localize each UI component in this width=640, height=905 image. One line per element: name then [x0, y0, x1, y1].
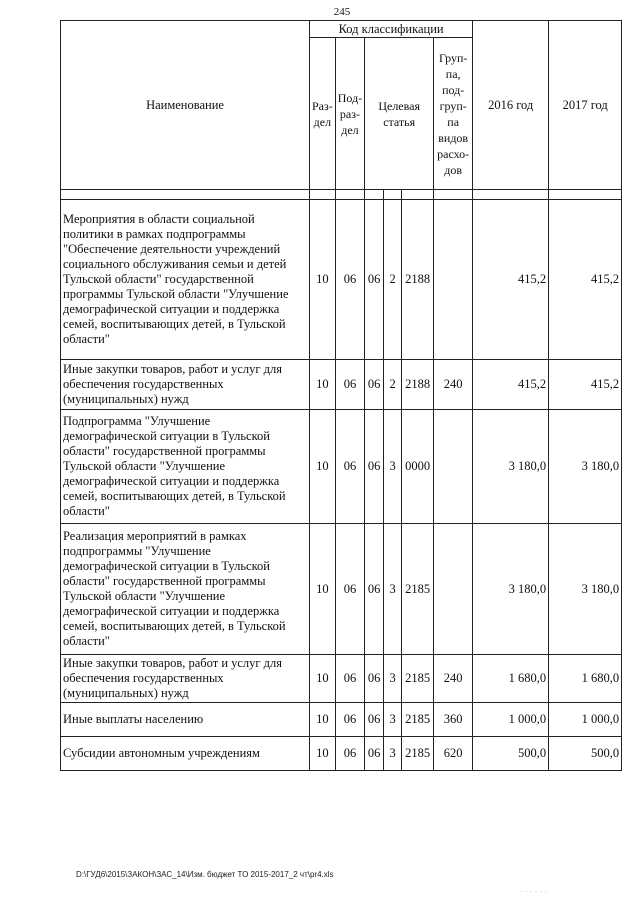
- row-subsection: 06: [335, 655, 364, 703]
- row-section: 10: [310, 737, 336, 771]
- row-section: 10: [310, 360, 336, 410]
- row-2016: 1 680,0: [473, 655, 549, 703]
- row-target-1: 06: [365, 200, 384, 360]
- row-name: Субсидии автономным учреждениям: [61, 737, 310, 771]
- table-row: [61, 410, 622, 524]
- row-target-3: 2185: [402, 524, 434, 655]
- row-target-3: 0000: [402, 410, 434, 524]
- header-subsection: Под- раз- дел: [335, 38, 364, 190]
- row-target-1: 06: [365, 410, 384, 524]
- row-2016: 3 180,0: [473, 524, 549, 655]
- table-row: [61, 655, 622, 703]
- row-section: 10: [310, 655, 336, 703]
- row-group: 360: [434, 703, 473, 737]
- row-name: Реализация мероприятий в рамках подпрограммы "Улучшение демографической ситуации в Тульской области" государственной программы Тульской области "Улучшение демографической ситуации и поддержка семей, воспитывающих детей, в Тульской области": [61, 524, 310, 655]
- table-row: [61, 703, 622, 737]
- row-name: Подпрограмма "Улучшение демографической ситуации в Тульской области" государственной программы Тульской области "Улучшение демографической ситуации и поддержка семей, воспитывающих детей, в Тульской области": [61, 410, 310, 524]
- row-2016: 3 180,0: [473, 410, 549, 524]
- table-row: [61, 200, 622, 360]
- table-row: [61, 737, 622, 771]
- row-group: [434, 200, 473, 360]
- header-name: Наименование: [61, 21, 310, 190]
- row-name: Иные закупки товаров, работ и услуг для обеспечения государственных (муниципальных) нужд: [61, 655, 310, 703]
- row-2016: 500,0: [473, 737, 549, 771]
- row-name: Иные выплаты населению: [61, 703, 310, 737]
- row-subsection: 06: [335, 524, 364, 655]
- file-path-footer: D:\ГУД6\2015\ЗАКОН\ЗАС_14\Изм. бюджет ТО 2015-2017_2 чт\pr4.xls: [76, 870, 334, 879]
- row-subsection: 06: [335, 200, 364, 360]
- row-subsection: 06: [335, 410, 364, 524]
- row-target-2: 2: [384, 360, 402, 410]
- row-2017: 500,0: [549, 737, 622, 771]
- row-2016: 415,2: [473, 360, 549, 410]
- row-section: 10: [310, 524, 336, 655]
- row-group: 240: [434, 655, 473, 703]
- row-group: 240: [434, 360, 473, 410]
- row-section: 10: [310, 200, 336, 360]
- table-row: [61, 360, 622, 410]
- row-group: [434, 524, 473, 655]
- row-target-1: 06: [365, 703, 384, 737]
- row-target-3: 2188: [402, 200, 434, 360]
- row-2017: 415,2: [549, 360, 622, 410]
- row-subsection: 06: [335, 737, 364, 771]
- row-target-1: 06: [365, 737, 384, 771]
- row-section: 10: [310, 703, 336, 737]
- row-section: 10: [310, 410, 336, 524]
- row-target-3: 2188: [402, 360, 434, 410]
- table-row: [61, 524, 622, 655]
- row-target-3: 2185: [402, 737, 434, 771]
- row-2017: 1 000,0: [549, 703, 622, 737]
- row-2017: 3 180,0: [549, 410, 622, 524]
- header-classification-code: Код классификации: [310, 21, 473, 38]
- row-target-1: 06: [365, 524, 384, 655]
- row-target-2: 3: [384, 737, 402, 771]
- row-name: Иные закупки товаров, работ и услуг для обеспечения государственных (муниципальных) нужд: [61, 360, 310, 410]
- budget-table: [60, 20, 622, 771]
- row-target-2: 3: [384, 655, 402, 703]
- row-target-2: 3: [384, 703, 402, 737]
- row-subsection: 06: [335, 703, 364, 737]
- row-name: Мероприятия в области социальной политики в рамках подпрограммы "Обеспечение деятельности учреждений социального обслуживания семьи и детей Тульской области" государственной программы Тульской области "Улучшение демографической ситуации и поддержка семей, воспитывающих детей, в Тульской области": [61, 200, 310, 360]
- row-group: 620: [434, 737, 473, 771]
- row-subsection: 06: [335, 360, 364, 410]
- header-separator: [61, 190, 622, 200]
- row-2017: 1 680,0: [549, 655, 622, 703]
- row-2016: 415,2: [473, 200, 549, 360]
- header-section: Раз- дел: [310, 38, 336, 190]
- row-2017: 415,2: [549, 200, 622, 360]
- header-target-article: Целевая статья: [365, 38, 434, 190]
- row-group: [434, 410, 473, 524]
- row-target-1: 06: [365, 655, 384, 703]
- header-year-2017: 2017 год: [549, 21, 622, 190]
- row-target-2: 3: [384, 410, 402, 524]
- header-expense-group: Груп- па, под- груп- па видов расхо- дов: [434, 38, 473, 190]
- scan-artifact: · · · · · ·: [520, 887, 548, 896]
- row-2017: 3 180,0: [549, 524, 622, 655]
- row-target-1: 06: [365, 360, 384, 410]
- page-number: 245: [333, 6, 351, 18]
- row-target-3: 2185: [402, 655, 434, 703]
- row-target-3: 2185: [402, 703, 434, 737]
- row-2016: 1 000,0: [473, 703, 549, 737]
- header-year-2016: 2016 год: [473, 21, 549, 190]
- row-target-2: 3: [384, 524, 402, 655]
- row-target-2: 2: [384, 200, 402, 360]
